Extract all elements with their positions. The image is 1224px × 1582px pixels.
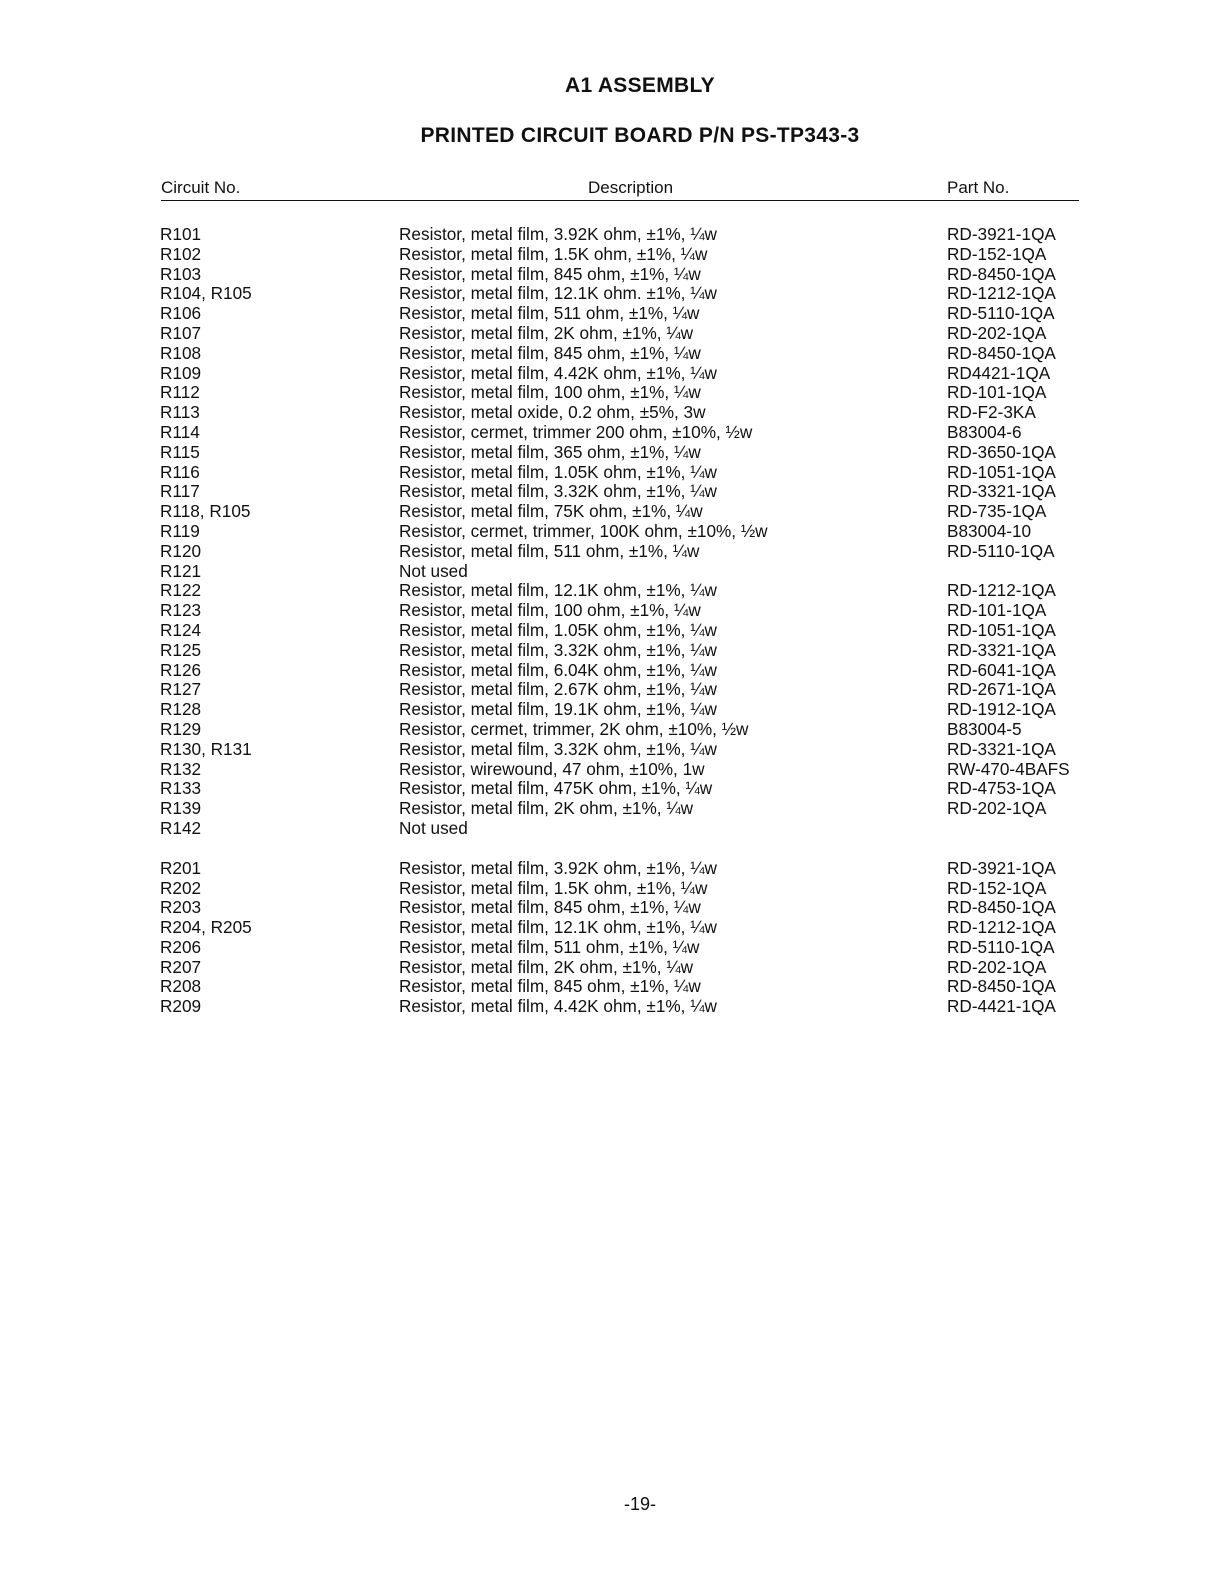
part-no-cell: B83004-6 xyxy=(947,421,1022,442)
description-cell: Resistor, metal film, 12.1K ohm, ±1%, ¼w xyxy=(399,917,717,938)
part-no-cell: RD-4421-1QA xyxy=(947,996,1056,1017)
description-cell: Resistor, metal film, 3.32K ohm, ±1%, ¼w xyxy=(399,481,717,502)
column-header-part: Part No. xyxy=(947,178,1010,197)
description-cell: Resistor, metal film, 19.1K ohm, ±1%, ¼w xyxy=(399,699,717,720)
description-cell: Resistor, metal film, 4.42K ohm, ±1%, ¼w xyxy=(399,362,717,383)
description-cell: Resistor, metal film, 845 ohm, ±1%, ¼w xyxy=(399,263,701,284)
table-row xyxy=(0,443,1224,463)
table-row xyxy=(0,819,1224,839)
part-no-cell: RD-4753-1QA xyxy=(947,778,1056,799)
part-no-cell: B83004-10 xyxy=(947,520,1032,541)
circuit-no-cell: R128 xyxy=(160,699,202,720)
description-cell: Resistor, metal film, 3.92K ohm, ±1%, ¼w xyxy=(399,857,717,878)
part-no-cell: B83004-5 xyxy=(947,718,1022,739)
circuit-no-cell: R201 xyxy=(160,857,202,878)
part-no-cell: RD4421-1QA xyxy=(947,362,1051,383)
column-header-circuit: Circuit No. xyxy=(161,178,241,197)
part-no-cell: RD-1912-1QA xyxy=(947,699,1056,720)
part-no-cell: RD-202-1QA xyxy=(947,956,1047,977)
description-cell: Resistor, metal film, 2K ohm, ±1%, ¼w xyxy=(399,322,694,343)
circuit-no-cell: R104, R105 xyxy=(160,283,252,304)
description-cell: Resistor, metal oxide, 0.2 ohm, ±5%, 3w xyxy=(399,402,706,423)
page-number: -19- xyxy=(623,1494,656,1514)
table-row xyxy=(0,898,1224,918)
circuit-no-cell: R117 xyxy=(160,481,200,502)
table-row xyxy=(0,661,1224,681)
circuit-no-cell: R101 xyxy=(160,224,202,244)
table-row xyxy=(0,601,1224,621)
table-row xyxy=(0,383,1224,403)
circuit-no-cell: R108 xyxy=(160,342,202,363)
table-row xyxy=(0,859,1224,879)
part-no-cell: RD-3321-1QA xyxy=(947,738,1056,759)
circuit-no-cell: R204, R205 xyxy=(160,917,252,938)
circuit-no-cell: R203 xyxy=(160,897,202,918)
description-cell: Resistor, wirewound, 47 ohm, ±10%, 1w xyxy=(399,758,705,779)
table-row xyxy=(0,344,1224,364)
description-cell: Resistor, metal film, 100 ohm, ±1%, ¼w xyxy=(399,600,701,621)
circuit-no-cell: R107 xyxy=(160,322,202,343)
table-row xyxy=(0,225,1224,245)
part-no-cell: RD-1051-1QA xyxy=(947,461,1056,482)
circuit-no-cell: R106 xyxy=(160,303,202,324)
circuit-no-cell: R207 xyxy=(160,956,202,977)
description-cell: Resistor, metal film, 2K ohm, ±1%, ¼w xyxy=(399,798,694,819)
circuit-no-cell: R114 xyxy=(160,421,200,442)
circuit-no-cell: R208 xyxy=(160,976,202,997)
description-cell: Resistor, metal film, 4.42K ohm, ±1%, ¼w xyxy=(399,996,717,1017)
part-no-cell: RD-3321-1QA xyxy=(947,639,1056,660)
description-cell: Resistor, metal film, 100 ohm, ±1%, ¼w xyxy=(399,382,701,403)
description-cell: Resistor, metal film, 2.67K ohm, ±1%, ¼w xyxy=(399,679,717,700)
circuit-no-cell: R202 xyxy=(160,877,202,898)
description-cell: Resistor, metal film, 1.05K ohm, ±1%, ¼w xyxy=(399,461,717,482)
description-cell: Resistor, metal film, 75K ohm, ±1%, ¼w xyxy=(399,501,703,522)
circuit-no-cell: R102 xyxy=(160,243,202,264)
table-row xyxy=(0,938,1224,958)
table-row xyxy=(0,879,1224,899)
circuit-no-cell: R130, R131 xyxy=(160,738,252,759)
description-cell: Not used xyxy=(399,817,468,838)
page-title: A1 ASSEMBLY xyxy=(565,74,715,97)
table-row xyxy=(0,918,1224,938)
description-cell: Resistor, metal film, 2K ohm, ±1%, ¼w xyxy=(399,956,694,977)
table-row xyxy=(0,760,1224,780)
table-row xyxy=(0,542,1224,562)
part-no-cell: RD-1051-1QA xyxy=(947,619,1056,640)
part-no-cell: RD-F2-3KA xyxy=(947,402,1036,423)
parts-table xyxy=(0,225,1224,1017)
part-no-cell: RD-3921-1QA xyxy=(947,857,1056,878)
part-no-cell: RD-5110-1QA xyxy=(947,936,1055,957)
part-no-cell: RD-1212-1QA xyxy=(947,283,1056,304)
part-no-cell: RD-101-1QA xyxy=(947,382,1047,403)
part-no-cell: RD-735-1QA xyxy=(947,501,1047,522)
table-row xyxy=(0,680,1224,700)
part-no-cell: RD-5110-1QA xyxy=(947,540,1055,561)
circuit-no-cell: R129 xyxy=(160,718,202,739)
part-no-cell: RD-6041-1QA xyxy=(947,659,1056,680)
table-row xyxy=(0,482,1224,502)
description-cell: Resistor, metal film, 845 ohm, ±1%, ¼w xyxy=(399,342,701,363)
description-cell: Resistor, metal film, 1.5K ohm, ±1%, ¼w xyxy=(399,877,708,898)
description-cell: Resistor, metal film, 1.05K ohm, ±1%, ¼w xyxy=(399,619,717,640)
circuit-no-cell: R206 xyxy=(160,936,202,957)
table-row xyxy=(0,245,1224,265)
circuit-no-cell: R119 xyxy=(160,520,200,541)
table-row xyxy=(0,463,1224,483)
table-row xyxy=(0,997,1224,1017)
part-no-cell: RD-3921-1QA xyxy=(947,224,1056,244)
circuit-no-cell: R133 xyxy=(160,778,202,799)
circuit-no-cell: R120 xyxy=(160,540,202,561)
table-row xyxy=(0,265,1224,285)
circuit-no-cell: R112 xyxy=(160,382,200,403)
description-cell: Resistor, metal film, 511 ohm, ±1%, ¼w xyxy=(399,540,700,561)
circuit-no-cell: R121 xyxy=(160,560,202,581)
table-row xyxy=(0,284,1224,304)
table-row xyxy=(0,641,1224,661)
description-cell: Resistor, cermet, trimmer, 100K ohm, ±10%, ½w xyxy=(399,520,768,541)
description-cell: Resistor, metal film, 475K ohm, ±1%, ¼w xyxy=(399,778,713,799)
description-cell: Resistor, metal film, 365 ohm, ±1%, ¼w xyxy=(399,441,701,462)
part-no-cell: RD-101-1QA xyxy=(947,600,1047,621)
circuit-no-cell: R115 xyxy=(160,441,200,462)
description-cell: Resistor, cermet, trimmer, 2K ohm, ±10%, ½w xyxy=(399,718,749,739)
part-no-cell: RD-8450-1QA xyxy=(947,342,1056,363)
header-divider xyxy=(161,200,1079,201)
description-cell: Resistor, metal film, 845 ohm, ±1%, ¼w xyxy=(399,897,701,918)
table-row xyxy=(0,720,1224,740)
circuit-no-cell: R127 xyxy=(160,679,202,700)
table-row xyxy=(0,581,1224,601)
part-no-cell: RD-8450-1QA xyxy=(947,263,1056,284)
circuit-no-cell: R124 xyxy=(160,619,202,640)
part-no-cell: RD-8450-1QA xyxy=(947,897,1056,918)
part-no-cell: RW-470-4BAFS xyxy=(947,758,1070,779)
column-header-description: Description xyxy=(588,178,674,197)
circuit-no-cell: R142 xyxy=(160,817,202,838)
description-cell: Resistor, metal film, 845 ohm, ±1%, ¼w xyxy=(399,976,701,997)
description-cell: Resistor, metal film, 12.1K ohm. ±1%, ¼w xyxy=(399,283,717,304)
part-no-cell: RD-8450-1QA xyxy=(947,976,1056,997)
circuit-no-cell: R126 xyxy=(160,659,202,680)
description-cell: Resistor, metal film, 3.92K ohm, ±1%, ¼w xyxy=(399,224,717,244)
description-cell: Resistor, metal film, 1.5K ohm, ±1%, ¼w xyxy=(399,243,708,264)
description-cell: Resistor, metal film, 3.32K ohm, ±1%, ¼w xyxy=(399,639,717,660)
table-row xyxy=(0,364,1224,384)
description-cell: Resistor, cermet, trimmer 200 ohm, ±10%, ½w xyxy=(399,421,753,442)
circuit-no-cell: R122 xyxy=(160,580,202,601)
circuit-no-cell: R113 xyxy=(160,402,200,423)
part-no-cell: RD-152-1QA xyxy=(947,243,1047,264)
part-no-cell: RD-1212-1QA xyxy=(947,917,1056,938)
part-no-cell: RD-152-1QA xyxy=(947,877,1047,898)
table-row xyxy=(0,977,1224,997)
part-no-cell: RD-2671-1QA xyxy=(947,679,1056,700)
circuit-no-cell: R116 xyxy=(160,461,200,482)
circuit-no-cell: R118, R105 xyxy=(160,501,251,522)
part-no-cell: RD-3650-1QA xyxy=(947,441,1056,462)
circuit-no-cell: R103 xyxy=(160,263,202,284)
part-no-cell: RD-202-1QA xyxy=(947,322,1047,343)
circuit-no-cell: R132 xyxy=(160,758,202,779)
part-no-cell: RD-3321-1QA xyxy=(947,481,1056,502)
circuit-no-cell: R209 xyxy=(160,996,202,1017)
description-cell: Resistor, metal film, 12.1K ohm, ±1%, ¼w xyxy=(399,580,717,601)
table-row xyxy=(0,700,1224,720)
part-no-cell: RD-202-1QA xyxy=(947,798,1047,819)
table-row xyxy=(0,324,1224,344)
page-subtitle: PRINTED CIRCUIT BOARD P/N PS-TP343-3 xyxy=(420,124,860,147)
table-row xyxy=(0,502,1224,522)
table-row xyxy=(0,779,1224,799)
circuit-no-cell: R139 xyxy=(160,798,202,819)
circuit-no-cell: R125 xyxy=(160,639,202,660)
description-cell: Resistor, metal film, 511 ohm, ±1%, ¼w xyxy=(399,303,700,324)
table-row xyxy=(0,740,1224,760)
description-cell: Resistor, metal film, 6.04K ohm, ±1%, ¼w xyxy=(399,659,717,680)
table-row xyxy=(0,958,1224,978)
part-no-cell: RD-1212-1QA xyxy=(947,580,1056,601)
description-cell: Not used xyxy=(399,560,468,581)
table-row xyxy=(0,562,1224,582)
table-row xyxy=(0,304,1224,324)
description-cell: Resistor, metal film, 3.32K ohm, ±1%, ¼w xyxy=(399,738,717,759)
table-row xyxy=(0,799,1224,819)
part-no-cell: RD-5110-1QA xyxy=(947,303,1055,324)
table-row xyxy=(0,522,1224,542)
circuit-no-cell: R109 xyxy=(160,362,202,383)
circuit-no-cell: R123 xyxy=(160,600,202,621)
description-cell: Resistor, metal film, 511 ohm, ±1%, ¼w xyxy=(399,936,700,957)
table-row xyxy=(0,403,1224,423)
table-row xyxy=(0,423,1224,443)
table-row xyxy=(0,621,1224,641)
